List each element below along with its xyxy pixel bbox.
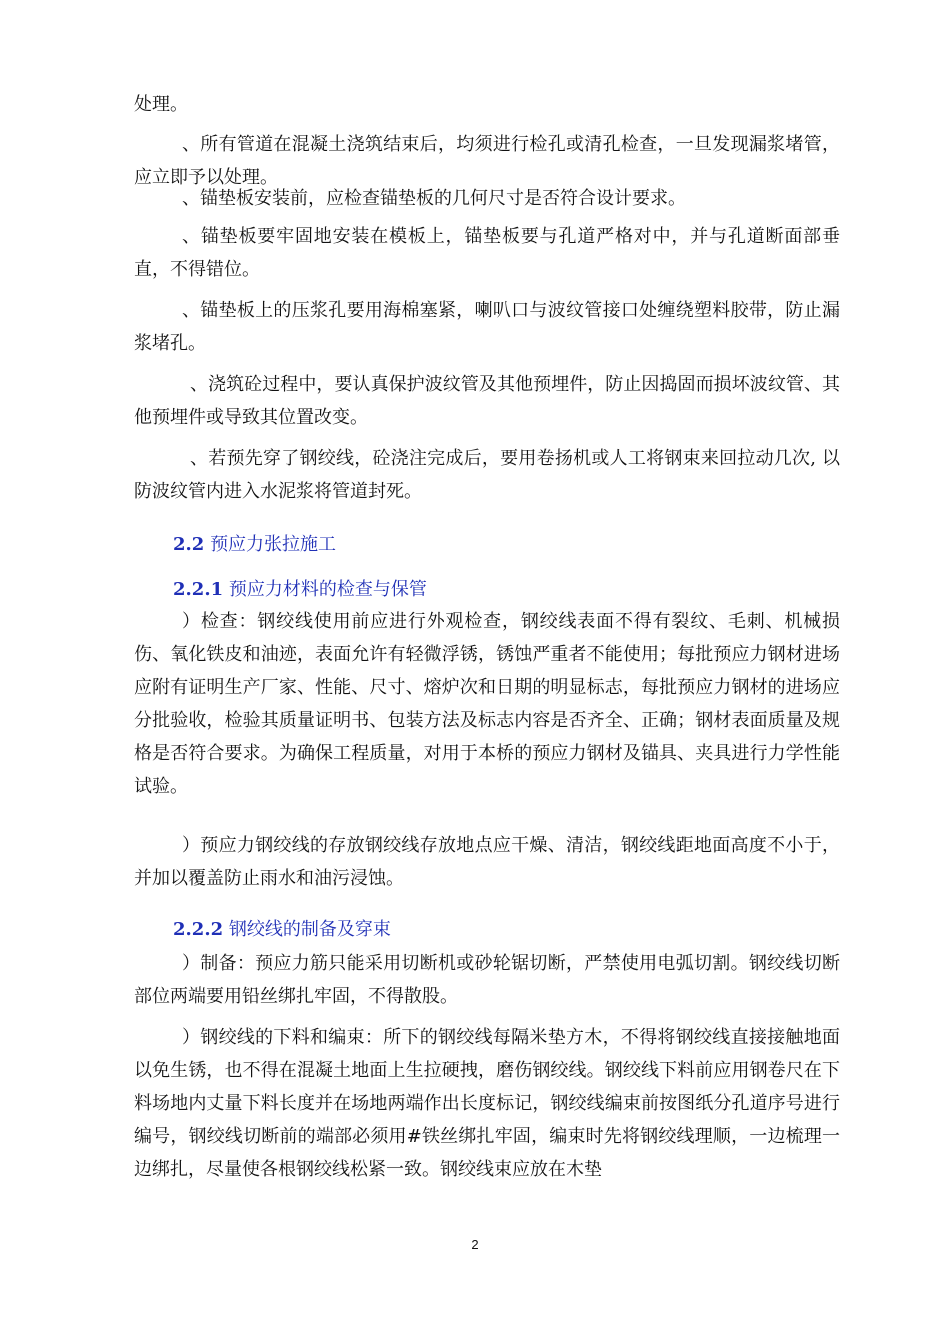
section-heading-2-2	[173, 530, 336, 560]
paragraph-storage: ）预应力钢绞线的存放钢绞线存放地点应干燥、清洁，钢绞线距地面高度不小于，并加以覆盖防止雨水和油污浸蚀。	[134, 835, 840, 889]
paragraph-preparation: ）制备：预应力筋只能采用切断机或砂轮锯切断，严禁使用电弧切割。钢绞线切断部位两端要用铅丝绑扎牢固，不得散股。	[134, 953, 840, 1007]
paragraph-pipe-check: 、所有管道在混凝土浇筑结束后，均须进行检孔或清孔检查，一旦发现漏浆堵管，应立即予以处理。	[134, 134, 840, 188]
section-heading-2-2-1	[173, 575, 427, 605]
heading-title: 预应力材料的检查与保管	[228, 579, 427, 600]
heading-number: 2.2	[173, 534, 205, 555]
paragraph-concrete-pouring: 、浇筑砼过程中，要认真保护波纹管及其他预埋件，防止因捣固而损坏波纹管、其他预埋件或导致其位置改变。	[134, 374, 840, 428]
heading-number: 2.2.1	[173, 579, 224, 600]
paragraph-anchor-plate-install: 、锚垫板要牢固地安装在模板上，锚垫板要与孔道严格对中，并与孔道断面部垂直，不得错位。	[134, 226, 840, 280]
paragraph-anchor-plate-check: 、锚垫板安装前，应检查锚垫板的几何尺寸是否符合设计要求。	[182, 188, 686, 209]
paragraph-grout-hole: 、锚垫板上的压浆孔要用海棉塞紧，喇叭口与波纹管接口处缠绕塑料胶带，防止漏浆堵孔。	[134, 300, 840, 354]
page-number: 2	[471, 1237, 479, 1252]
heading-title: 预应力张拉施工	[210, 534, 337, 555]
heading-number: 2.2.2	[173, 919, 224, 940]
section-heading-2-2-2	[173, 915, 391, 945]
paragraph-cutting-bundling: ）钢绞线的下料和编束：所下的钢绞线每隔米垫方木，不得将钢绞线直接接触地面以免生锈，也不得在混凝土地面上生拉硬拽，磨伤钢绞线。钢绞线下料前应用钢卷尺在下料场地内丈量下料长度并在场地两端作出长度标记，钢绞线编束前按图纸分孔道序号进行编号，钢绞线切断前的端部必须用#铁丝绑扎牢固，编束时先将钢绞线理顺，一边梳理一边绑扎，尽量使各根钢绞线松紧一致。钢绞线束应放在木垫	[134, 1027, 840, 1180]
paragraph-inspection: ）检查：钢绞线使用前应进行外观检查，钢绞线表面不得有裂纹、毛刺、机械损伤、氧化铁皮和油迹，表面允许有轻微浮锈，锈蚀严重者不能使用；每批预应力钢材进场应附有证明生产厂家、性能、尺寸、熔炉次和日期的明显标志，每批预应力钢材的进场应分批验收，检验其质量证明书、包装方法及标志内容是否齐全、正确；钢材表面质量及规格是否符合要求。为确保工程质量，对用于本桥的预应力钢材及锚具、夹具进行力学性能试验。	[134, 611, 840, 797]
paragraph-continuation: 处理。	[134, 94, 188, 115]
heading-title: 钢绞线的制备及穿束	[228, 919, 391, 940]
paragraph-prethreaded-strand: 、若预先穿了钢绞线，砼浇注完成后，要用卷扬机或人工将钢束来回拉动几次, 以防波纹管内进入水泥浆将管道封死。	[134, 448, 840, 502]
